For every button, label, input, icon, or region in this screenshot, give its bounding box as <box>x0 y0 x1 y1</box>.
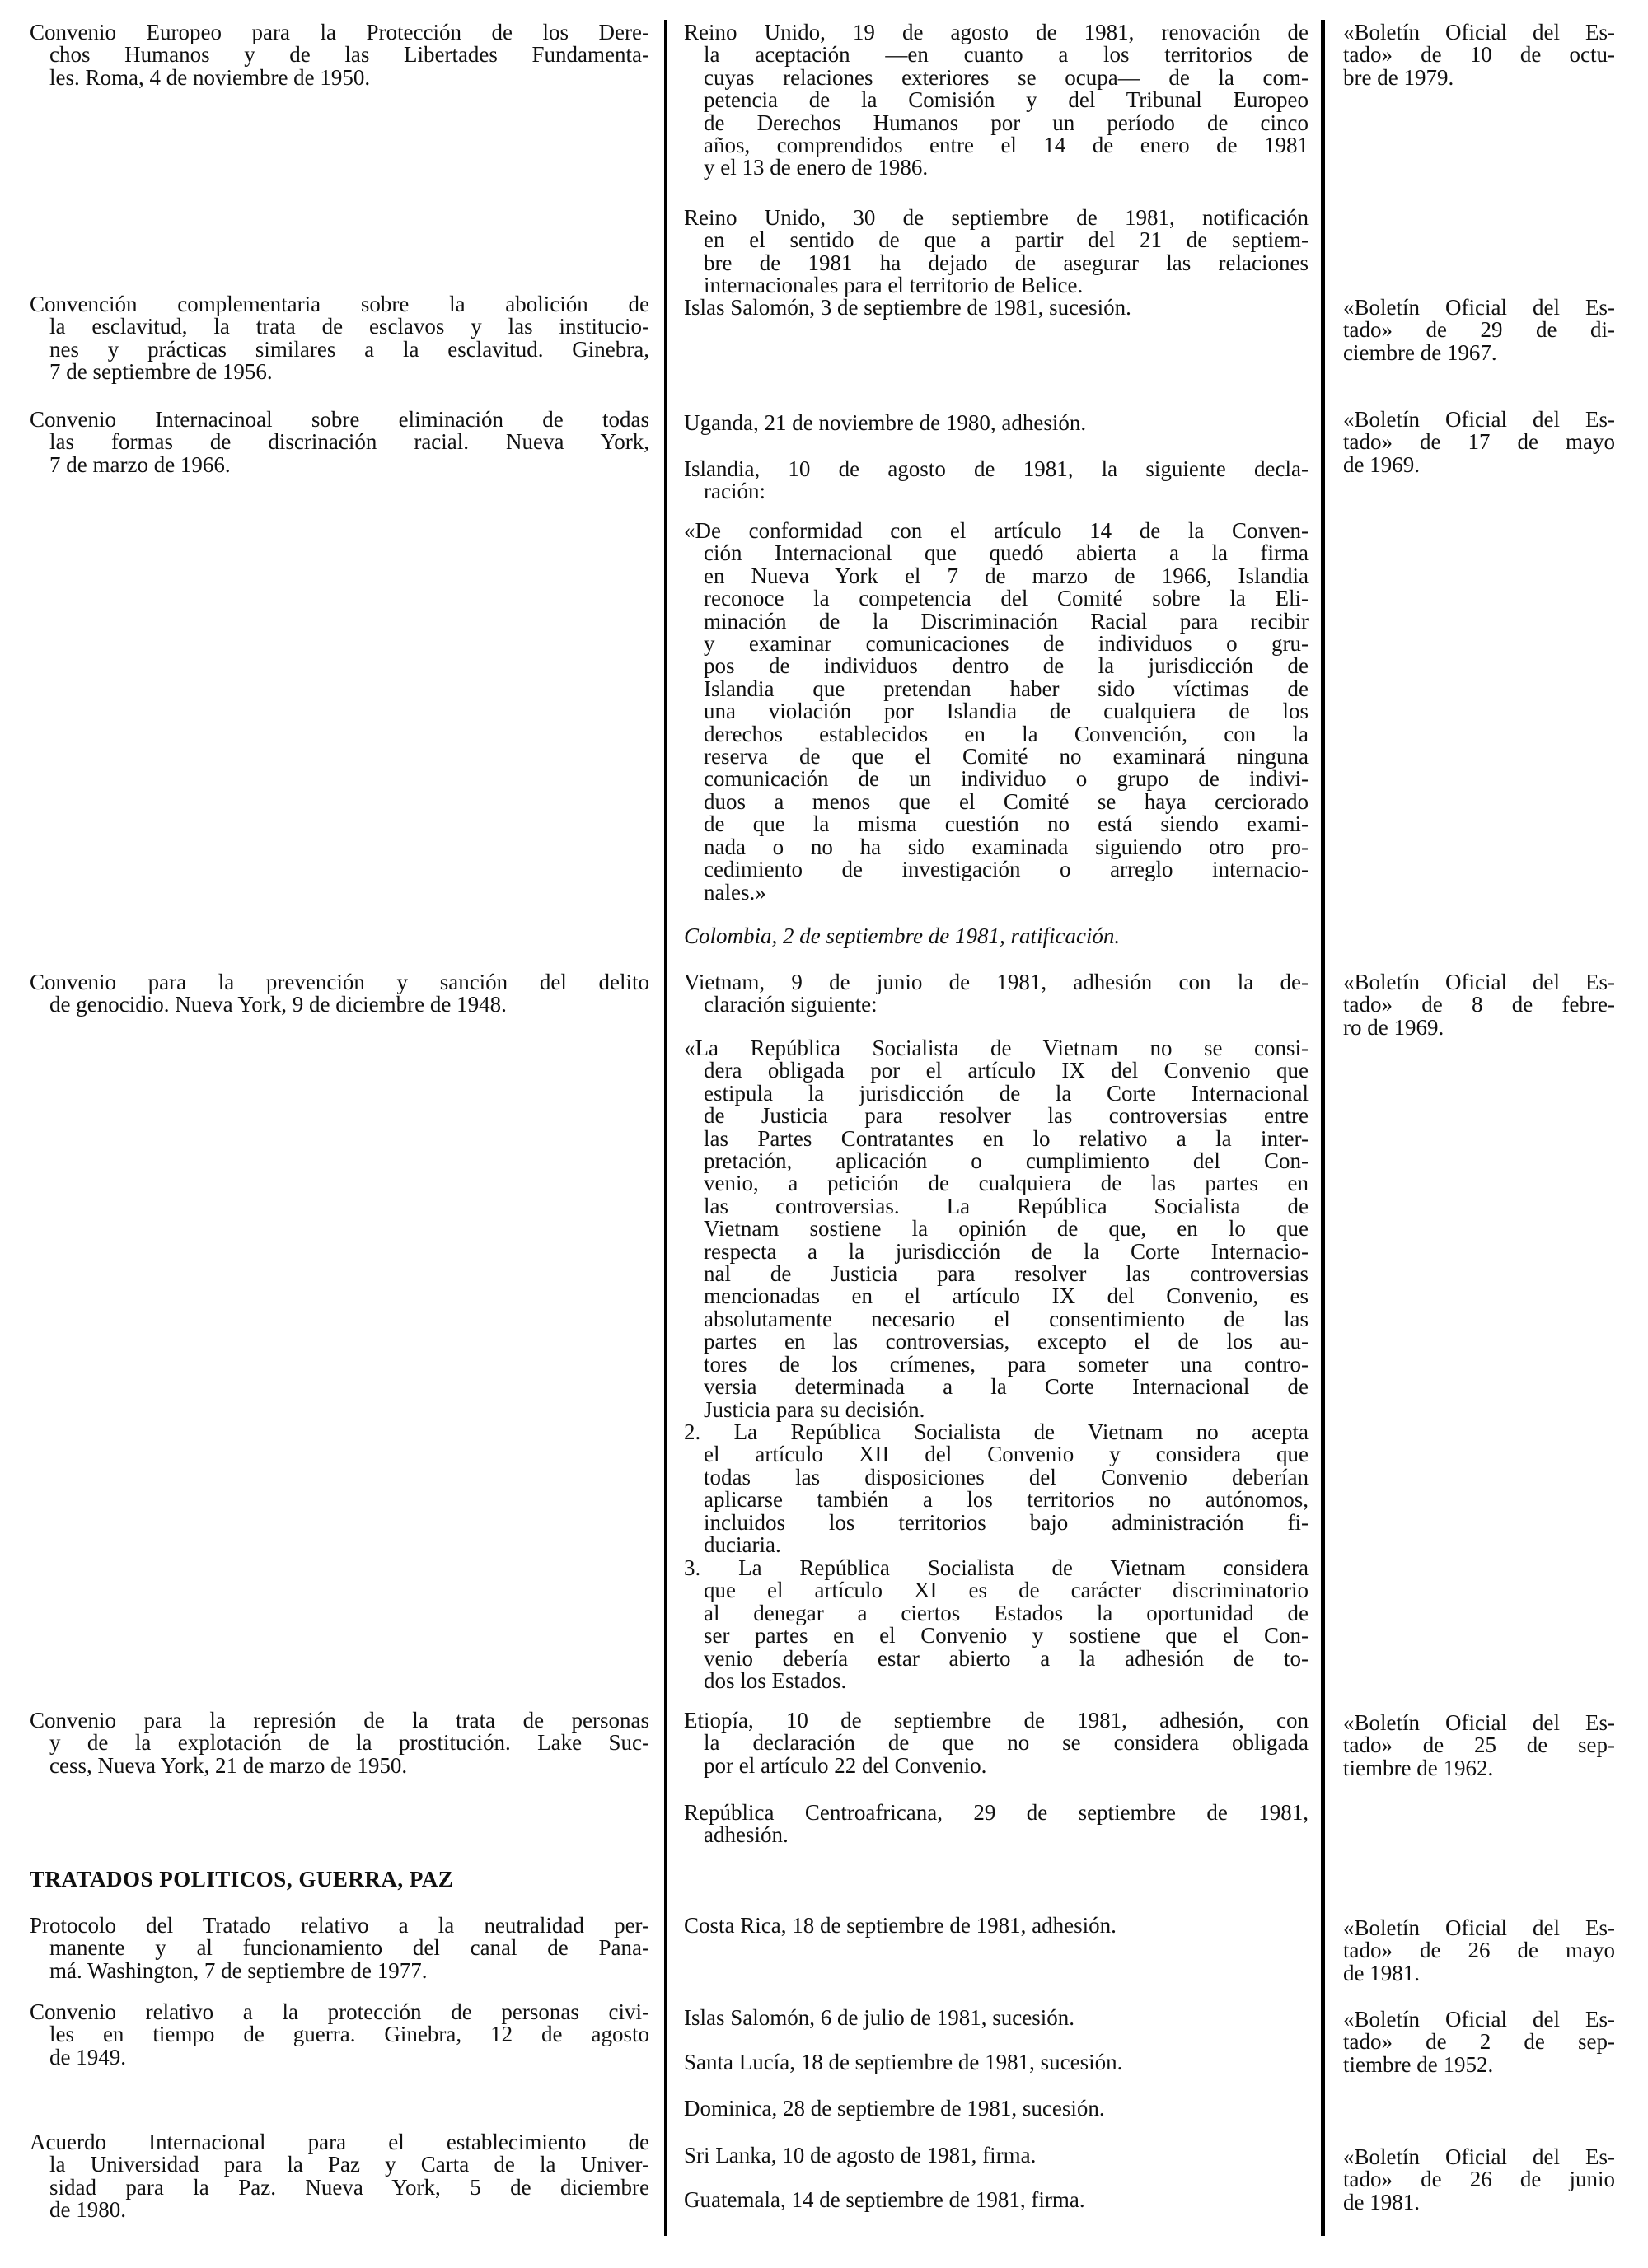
text-line: «Boletín Oficial del Es- <box>1343 2144 1615 2169</box>
text-line: tores de los crímenes, para someter una contro- <box>704 1351 1309 1377</box>
text-line: «Boletín Oficial del Es- <box>1343 295 1615 320</box>
entry-etiopia <box>684 1709 1309 1777</box>
treaty-civiles <box>30 2001 649 2069</box>
text-line: ciembre de 1967. <box>1343 339 1497 365</box>
text-line: el artículo XII del Convenio y considera que <box>704 1442 1309 1467</box>
boe-reference <box>1343 1712 1615 1779</box>
text-line: Colombia, 2 de septiembre de 1981, ratificación. <box>684 924 1121 948</box>
text-line: tado» de 10 de octu- <box>1343 42 1615 68</box>
text-line: «La República Socialista de Vietnam no se consi- <box>684 1036 1309 1060</box>
boe-reference <box>1343 1917 1615 1985</box>
text-line: Dominica, 28 de septiembre de 1981, sucesión. <box>684 2096 1105 2121</box>
text-line: Islas Salomón, 6 de julio de 1981, sucesión. <box>684 2005 1074 2030</box>
text-line: Guatemala, 14 de septiembre de 1981, firma. <box>684 2187 1085 2212</box>
entry-reino-unido-1 <box>684 21 1309 180</box>
text-line: minación de la Discriminación Racial para recibir <box>704 608 1309 634</box>
column-divider-left <box>664 20 667 2236</box>
text-line: pos de individuos dentro de la jurisdicción de <box>704 653 1309 679</box>
text-line: tado» de 26 de junio <box>1343 2167 1615 2192</box>
text-line: cedimiento de investigación o arreglo internacio- <box>704 857 1309 882</box>
text-line: claración siguiente: <box>704 992 878 1017</box>
text-line: petencia de la Comisión y del Tribunal Europeo <box>704 87 1309 113</box>
text-line: ser partes en el Convenio y sostiene que el Con- <box>704 1623 1309 1648</box>
text-line: «Boletín Oficial del Es- <box>1343 407 1615 432</box>
text-line: «Boletín Oficial del Es- <box>1343 20 1615 44</box>
text-line: de 1969. <box>1343 451 1420 477</box>
text-line: duciaria. <box>704 1532 781 1558</box>
text-line: las Partes Contratantes en lo relativo a la inter- <box>704 1125 1309 1151</box>
text-line: Santa Lucía, 18 de septiembre de 1981, sucesión. <box>684 2050 1123 2074</box>
text-line: cess, Nueva York, 21 de marzo de 1950. <box>49 1752 408 1778</box>
entry-islandia-declaration <box>684 520 1309 904</box>
text-line: ción Internacional que quedó abierta a la firma <box>704 540 1309 566</box>
text-line: tado» de 2 de sep- <box>1343 2029 1615 2055</box>
boe-reference <box>1343 2008 1615 2076</box>
entry-vietnam-declaration-2 <box>684 1421 1309 1556</box>
column-divider-right <box>1321 20 1325 2236</box>
treaty-europeo <box>30 21 649 89</box>
entry-islas-salomon-2 <box>684 2007 1309 2029</box>
text-line: Convenio Internacinoal sobre eliminación de todas <box>30 407 649 432</box>
text-line: aplicarse también a los territorios no autónomos, <box>704 1487 1309 1513</box>
text-line: las formas de discrinación racial. Nueva York, <box>49 429 649 455</box>
text-line: Convenio Europeo para la Protección de los Dere- <box>30 20 649 44</box>
text-line: Vietnam sostiene la opinión de que, en lo que <box>704 1216 1309 1242</box>
text-line: respecta a la jurisdicción de la Corte Internacio- <box>704 1238 1309 1264</box>
text-line: Uganda, 21 de noviembre de 1980, adhesión. <box>684 410 1087 435</box>
text-line: Convenio para la represión de la trata de personas <box>30 1708 649 1733</box>
text-line: Convención complementaria sobre la abolición de <box>30 292 649 316</box>
text-line: les. Roma, 4 de noviembre de 1950. <box>49 64 371 90</box>
text-line: años, comprendidos entre el 14 de enero de 1981 <box>704 133 1309 158</box>
text-line: Convenio para la prevención y sanción del delito <box>30 970 649 994</box>
entry-dominica <box>684 2097 1309 2120</box>
text-line: y de la explotación de la prostitución. Lake Suc- <box>49 1730 649 1756</box>
text-line: «De conformidad con el artículo 14 de la Conven- <box>684 518 1309 543</box>
text-line: de Justicia para resolver las controversias entre <box>704 1103 1309 1129</box>
text-line: 2. La República Socialista de Vietnam no acepta <box>684 1419 1309 1444</box>
text-line: de que la misma cuestión no está siendo exami- <box>704 811 1309 837</box>
text-line: Sri Lanka, 10 de agosto de 1981, firma. <box>684 2143 1037 2167</box>
text-line: nal de Justicia para resolver las controversias <box>704 1261 1309 1287</box>
text-line: Costa Rica, 18 de septiembre de 1981, adhesión. <box>684 1913 1117 1938</box>
text-line: bre de 1979. <box>1343 64 1454 90</box>
entry-islandia <box>684 458 1309 503</box>
text-line: de 1949. <box>49 2044 126 2069</box>
entry-uganda <box>684 412 1309 434</box>
text-line: dera obligada por el artículo IX del Convenio que <box>704 1058 1309 1083</box>
text-line: «Boletín Oficial del Es- <box>1343 2007 1615 2032</box>
treaty-genocidio <box>30 971 649 1017</box>
text-line: reserva de que el Comité no examinará ninguna <box>704 744 1309 769</box>
text-line: «Boletín Oficial del Es- <box>1343 970 1615 994</box>
text-line: tado» de 17 de mayo <box>1343 429 1615 455</box>
text-line: les en tiempo de guerra. Ginebra, 12 de agosto <box>49 2022 649 2047</box>
text-line: tado» de 29 de di- <box>1343 317 1615 343</box>
section-heading <box>30 1868 649 1891</box>
text-line: absolutamente necesario el consentimiento de las <box>704 1306 1309 1331</box>
text-line: nales.» <box>704 879 766 905</box>
text-line: mencionadas en el artículo IX del Convenio, es <box>704 1284 1309 1309</box>
text-line: derechos establecidos en la Convención, con la <box>704 721 1309 746</box>
text-line: Protocolo del Tratado relativo a la neutralidad per- <box>30 1913 649 1938</box>
text-line: manente y al funcionamiento del canal de Pana- <box>49 1935 649 1961</box>
treaty-panama <box>30 1915 649 1982</box>
text-line: 3. La República Socialista de Vietnam considera <box>684 1555 1309 1580</box>
text-line: pretación, aplicación o cumplimiento del Con- <box>704 1148 1309 1174</box>
text-line: duos a menos que el Comité se haya cerciorado <box>704 788 1309 814</box>
text-line: Reino Unido, 19 de agosto de 1981, renovación de <box>684 20 1309 44</box>
text-line: que el artículo XI es de carácter discriminatorio <box>704 1578 1309 1603</box>
text-line: Convenio relativo a la protección de personas civi- <box>30 1999 649 2024</box>
text-line: tado» de 26 de mayo <box>1343 1938 1615 1963</box>
text-line: de Derechos Humanos por un período de cinco <box>704 110 1309 135</box>
text-line: ro de 1969. <box>1343 1014 1444 1040</box>
entry-guatemala <box>684 2189 1309 2211</box>
text-line: Etiopía, 10 de septiembre de 1981, adhesión, con <box>684 1708 1309 1733</box>
text-line: por el artículo 22 del Convenio. <box>704 1752 987 1778</box>
text-line: las controversias. La República Socialista de <box>704 1193 1309 1218</box>
text-line: de 1981. <box>1343 2189 1420 2214</box>
text-line: Islandia, 10 de agosto de 1981, la siguiente decla- <box>684 456 1309 481</box>
text-line: una violación por Islandia de cualquiera de los <box>704 699 1309 724</box>
boe-reference <box>1343 409 1615 476</box>
text-line: má. Washington, 7 de septiembre de 1977. <box>49 1957 428 1983</box>
text-line: en Nueva York el 7 de marzo de 1966, Islandia <box>704 563 1309 588</box>
text-line: Vietnam, 9 de junio de 1981, adhesión con la de- <box>684 970 1309 994</box>
text-line: Islandia que pretendan haber sido víctimas de <box>704 676 1309 701</box>
entry-colombia <box>684 925 1309 947</box>
entry-costa-rica <box>684 1915 1309 1937</box>
boe-reference <box>1343 297 1615 364</box>
text-line: de 1981. <box>1343 1960 1420 1985</box>
text-line: comunicación de un individuo o grupo de indivi- <box>704 766 1309 792</box>
text-line: internacionales para el territorio de Belice. <box>704 273 1084 298</box>
text-line: República Centroafricana, 29 de septiembre de 1981, <box>684 1800 1309 1825</box>
text-line: chos Humanos y de las Libertades Fundamenta- <box>49 42 649 68</box>
text-line: bre de 1981 ha dejado de asegurar las relaciones <box>704 250 1309 275</box>
text-line: cuyas relaciones exteriores se ocupa— de la com- <box>704 64 1309 90</box>
text-line: en el sentido de que a partir del 21 de septiem- <box>704 227 1309 253</box>
text-line: Acuerdo Internacional para el establecimiento de <box>30 2130 649 2154</box>
text-line: reconoce la competencia del Comité sobre la Eli- <box>704 586 1309 611</box>
text-line: estipula la jurisdicción de la Corte Internacional <box>704 1080 1309 1106</box>
text-line: «Boletín Oficial del Es- <box>1343 1710 1615 1735</box>
boe-reference <box>1343 21 1615 89</box>
text-line: tiembre de 1952. <box>1343 2051 1494 2077</box>
text-line: de genocidio. Nueva York, 9 de diciembre de 1948. <box>49 992 507 1017</box>
text-line: tado» de 25 de sep- <box>1343 1733 1615 1758</box>
text-line: TRATADOS POLITICOS, GUERRA, PAZ <box>30 1867 454 1892</box>
text-line: todas las disposiciones del Convenio deberían <box>704 1464 1309 1489</box>
text-line: ración: <box>704 479 765 504</box>
text-line: nada o no ha sido examinada siguiendo otro pro- <box>704 834 1309 859</box>
entry-santa-lucia <box>684 2051 1309 2074</box>
text-line: Islas Salomón, 3 de septiembre de 1981, sucesión. <box>684 295 1131 320</box>
treaty-racial <box>30 409 649 476</box>
entry-centroafricana <box>684 1802 1309 1847</box>
text-line: la esclavitud, la trata de esclavos y las institucio- <box>49 314 649 339</box>
text-line: versia determinada a la Corte Internacional de <box>704 1374 1309 1400</box>
treaty-universidad <box>30 2131 649 2222</box>
text-line: incluidos los territorios bajo administración fi- <box>704 1509 1309 1535</box>
text-line: sidad para la Paz. Nueva York, 5 de diciembre <box>49 2174 649 2200</box>
text-line: «Boletín Oficial del Es- <box>1343 1915 1615 1940</box>
text-line: la declaración de que no se considera obligada <box>704 1730 1309 1756</box>
text-line: Justicia para su decisión. <box>704 1396 925 1422</box>
entry-vietnam-declaration-1 <box>684 1037 1309 1421</box>
text-line: nes y prácticas similares a la esclavitud. Ginebra, <box>49 336 649 362</box>
text-line: la Universidad para la Paz y Carta de la Univer- <box>49 2152 649 2177</box>
text-line: de 1980. <box>49 2197 126 2223</box>
text-line: partes en las controversias, excepto el de los au- <box>704 1329 1309 1354</box>
boe-reference <box>1343 2146 1615 2214</box>
text-line: 7 de septiembre de 1956. <box>49 359 273 385</box>
entry-vietnam <box>684 971 1309 1017</box>
treaty-trata <box>30 1709 649 1777</box>
text-line: y examinar comunicaciones de individuos o gru- <box>704 631 1309 657</box>
text-line: la aceptación —en cuanto a los territorios de <box>704 42 1309 68</box>
text-line: 7 de marzo de 1966. <box>49 451 231 477</box>
text-line: al denegar a ciertos Estados la oportunidad de <box>704 1600 1309 1625</box>
text-line: y el 13 de enero de 1986. <box>704 155 929 180</box>
text-line: venio debería estar abierto a la adhesión de to- <box>704 1645 1309 1671</box>
treaty-esclavitud <box>30 293 649 384</box>
entry-vietnam-declaration-3 <box>684 1557 1309 1692</box>
boe-reference <box>1343 971 1615 1039</box>
text-line: adhesión. <box>704 1822 789 1848</box>
text-line: venio, a petición de cualquiera de las partes en <box>704 1171 1309 1196</box>
text-line: Reino Unido, 30 de septiembre de 1981, notificación <box>684 205 1309 230</box>
text-line: tado» de 8 de febre- <box>1343 992 1615 1017</box>
text-line: dos los Estados. <box>704 1668 847 1694</box>
text-line: tiembre de 1962. <box>1343 1755 1494 1780</box>
entry-sri-lanka <box>684 2144 1309 2167</box>
entry-reino-unido-2 <box>684 207 1309 297</box>
entry-islas-salomon-1 <box>684 297 1309 319</box>
